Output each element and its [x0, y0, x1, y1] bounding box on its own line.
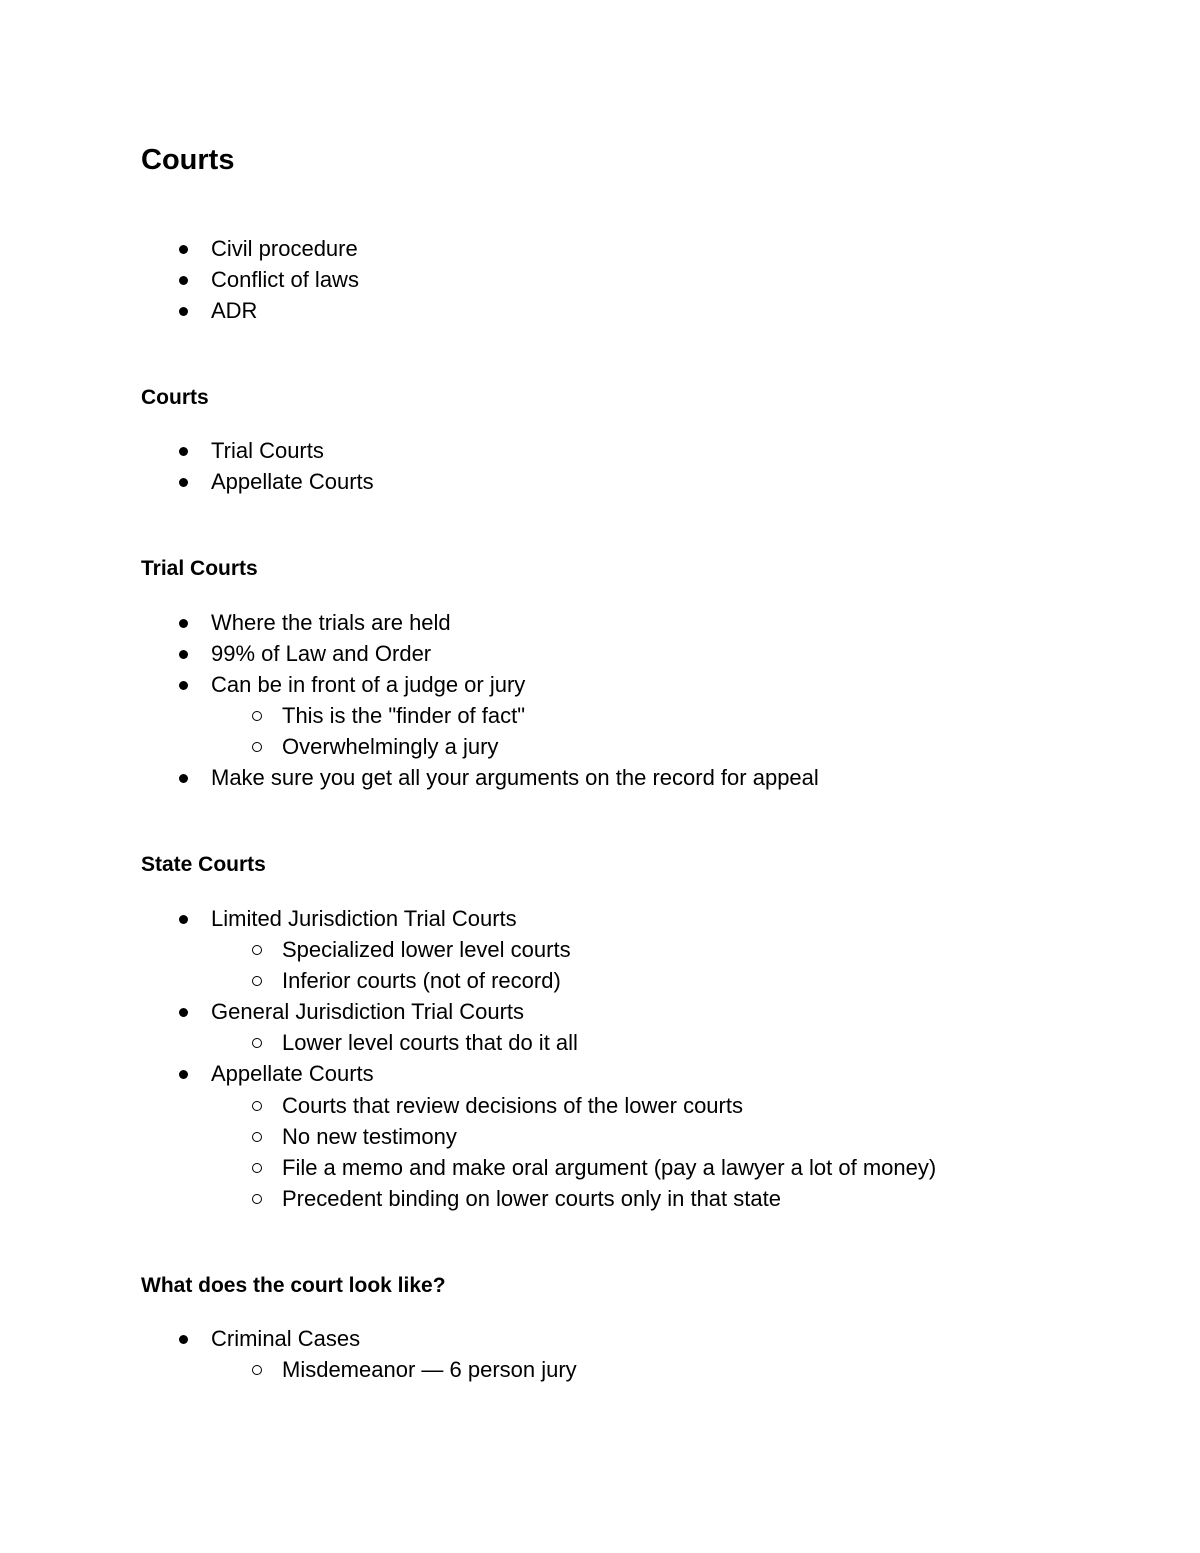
hollow-bullet-icon	[252, 742, 262, 752]
list-item	[211, 671, 525, 699]
sub-list-item	[282, 733, 498, 761]
list-item-text: Where the trials are held	[211, 610, 451, 635]
list-item	[211, 437, 324, 465]
section-heading: State Courts	[141, 853, 266, 876]
bullet-icon	[179, 1008, 188, 1017]
bullet-icon	[179, 307, 188, 316]
list-item	[211, 764, 819, 792]
list-item	[211, 1325, 360, 1353]
list-item-text: General Jurisdiction Trial Courts	[211, 999, 525, 1024]
list-item	[211, 905, 517, 933]
sub-list-item-text: Lower level courts that do it all	[282, 1030, 578, 1055]
sub-list-item	[282, 1092, 743, 1120]
bullet-icon	[179, 1335, 188, 1344]
bullet-icon	[179, 915, 188, 924]
sub-list-item	[282, 967, 561, 995]
sub-list-item-text: Misdemeanor — 6 person jury	[282, 1357, 577, 1382]
section-heading: Trial Courts	[141, 557, 258, 580]
list-item	[211, 235, 358, 263]
bullet-icon	[179, 276, 188, 285]
bullet-icon	[179, 447, 188, 456]
bullet-icon	[179, 681, 188, 690]
list-item	[211, 609, 451, 637]
list-item-text: Civil procedure	[211, 236, 358, 261]
sub-list-item	[282, 1123, 457, 1151]
list-item-text: Appellate Courts	[211, 469, 374, 494]
hollow-bullet-icon	[252, 1038, 262, 1048]
list-item-text: Make sure you get all your arguments on the record for appeal	[211, 765, 819, 790]
bullet-icon	[179, 1070, 188, 1079]
hollow-bullet-icon	[252, 1163, 262, 1173]
hollow-bullet-icon	[252, 945, 262, 955]
hollow-bullet-icon	[252, 1101, 262, 1111]
sub-list-item-text: No new testimony	[282, 1124, 457, 1149]
bullet-icon	[179, 245, 188, 254]
section-heading: What does the court look like?	[141, 1274, 446, 1297]
bullet-icon	[179, 478, 188, 487]
sub-list-item	[282, 1185, 781, 1213]
list-item	[211, 468, 374, 496]
list-item-text: Can be in front of a judge or jury	[211, 672, 526, 697]
sub-list-item	[282, 1029, 578, 1057]
hollow-bullet-icon	[252, 1132, 262, 1142]
list-item-text: Limited Jurisdiction Trial Courts	[211, 906, 517, 931]
list-item	[211, 297, 257, 325]
sub-list-item-text: Courts that review decisions of the lower courts	[282, 1093, 743, 1118]
sub-list-item-text: Overwhelmingly a jury	[282, 734, 499, 759]
bullet-icon	[179, 619, 188, 628]
hollow-bullet-icon	[252, 1194, 262, 1204]
list-item-text: Appellate Courts	[211, 1061, 374, 1086]
bullet-icon	[179, 650, 188, 659]
list-item	[211, 266, 359, 294]
sub-list-item	[282, 936, 571, 964]
list-item-text: Conflict of laws	[211, 267, 359, 292]
list-item-text: ADR	[211, 298, 258, 323]
sub-list-item-text: This is the "finder of fact"	[282, 703, 526, 728]
list-item	[211, 998, 524, 1026]
sub-list-item-text: Inferior courts (not of record)	[282, 968, 561, 993]
sub-list-item	[282, 1154, 936, 1182]
document-title: Courts	[141, 144, 235, 176]
hollow-bullet-icon	[252, 976, 262, 986]
sub-list-item	[282, 702, 525, 730]
sub-list-item-text: Specialized lower level courts	[282, 937, 571, 962]
sub-list-item-text: Precedent binding on lower courts only in that state	[282, 1186, 781, 1211]
list-item	[211, 640, 431, 668]
list-item-text: Trial Courts	[211, 438, 324, 463]
sub-list-item-text: File a memo and make oral argument (pay a lawyer a lot of money)	[282, 1155, 937, 1180]
section-heading: Courts	[141, 386, 209, 409]
list-item	[211, 1060, 374, 1088]
hollow-bullet-icon	[252, 711, 262, 721]
sub-list-item	[282, 1356, 577, 1384]
bullet-icon	[179, 774, 188, 783]
list-item-text: Criminal Cases	[211, 1326, 361, 1351]
hollow-bullet-icon	[252, 1365, 262, 1375]
list-item-text: 99% of Law and Order	[211, 641, 432, 666]
